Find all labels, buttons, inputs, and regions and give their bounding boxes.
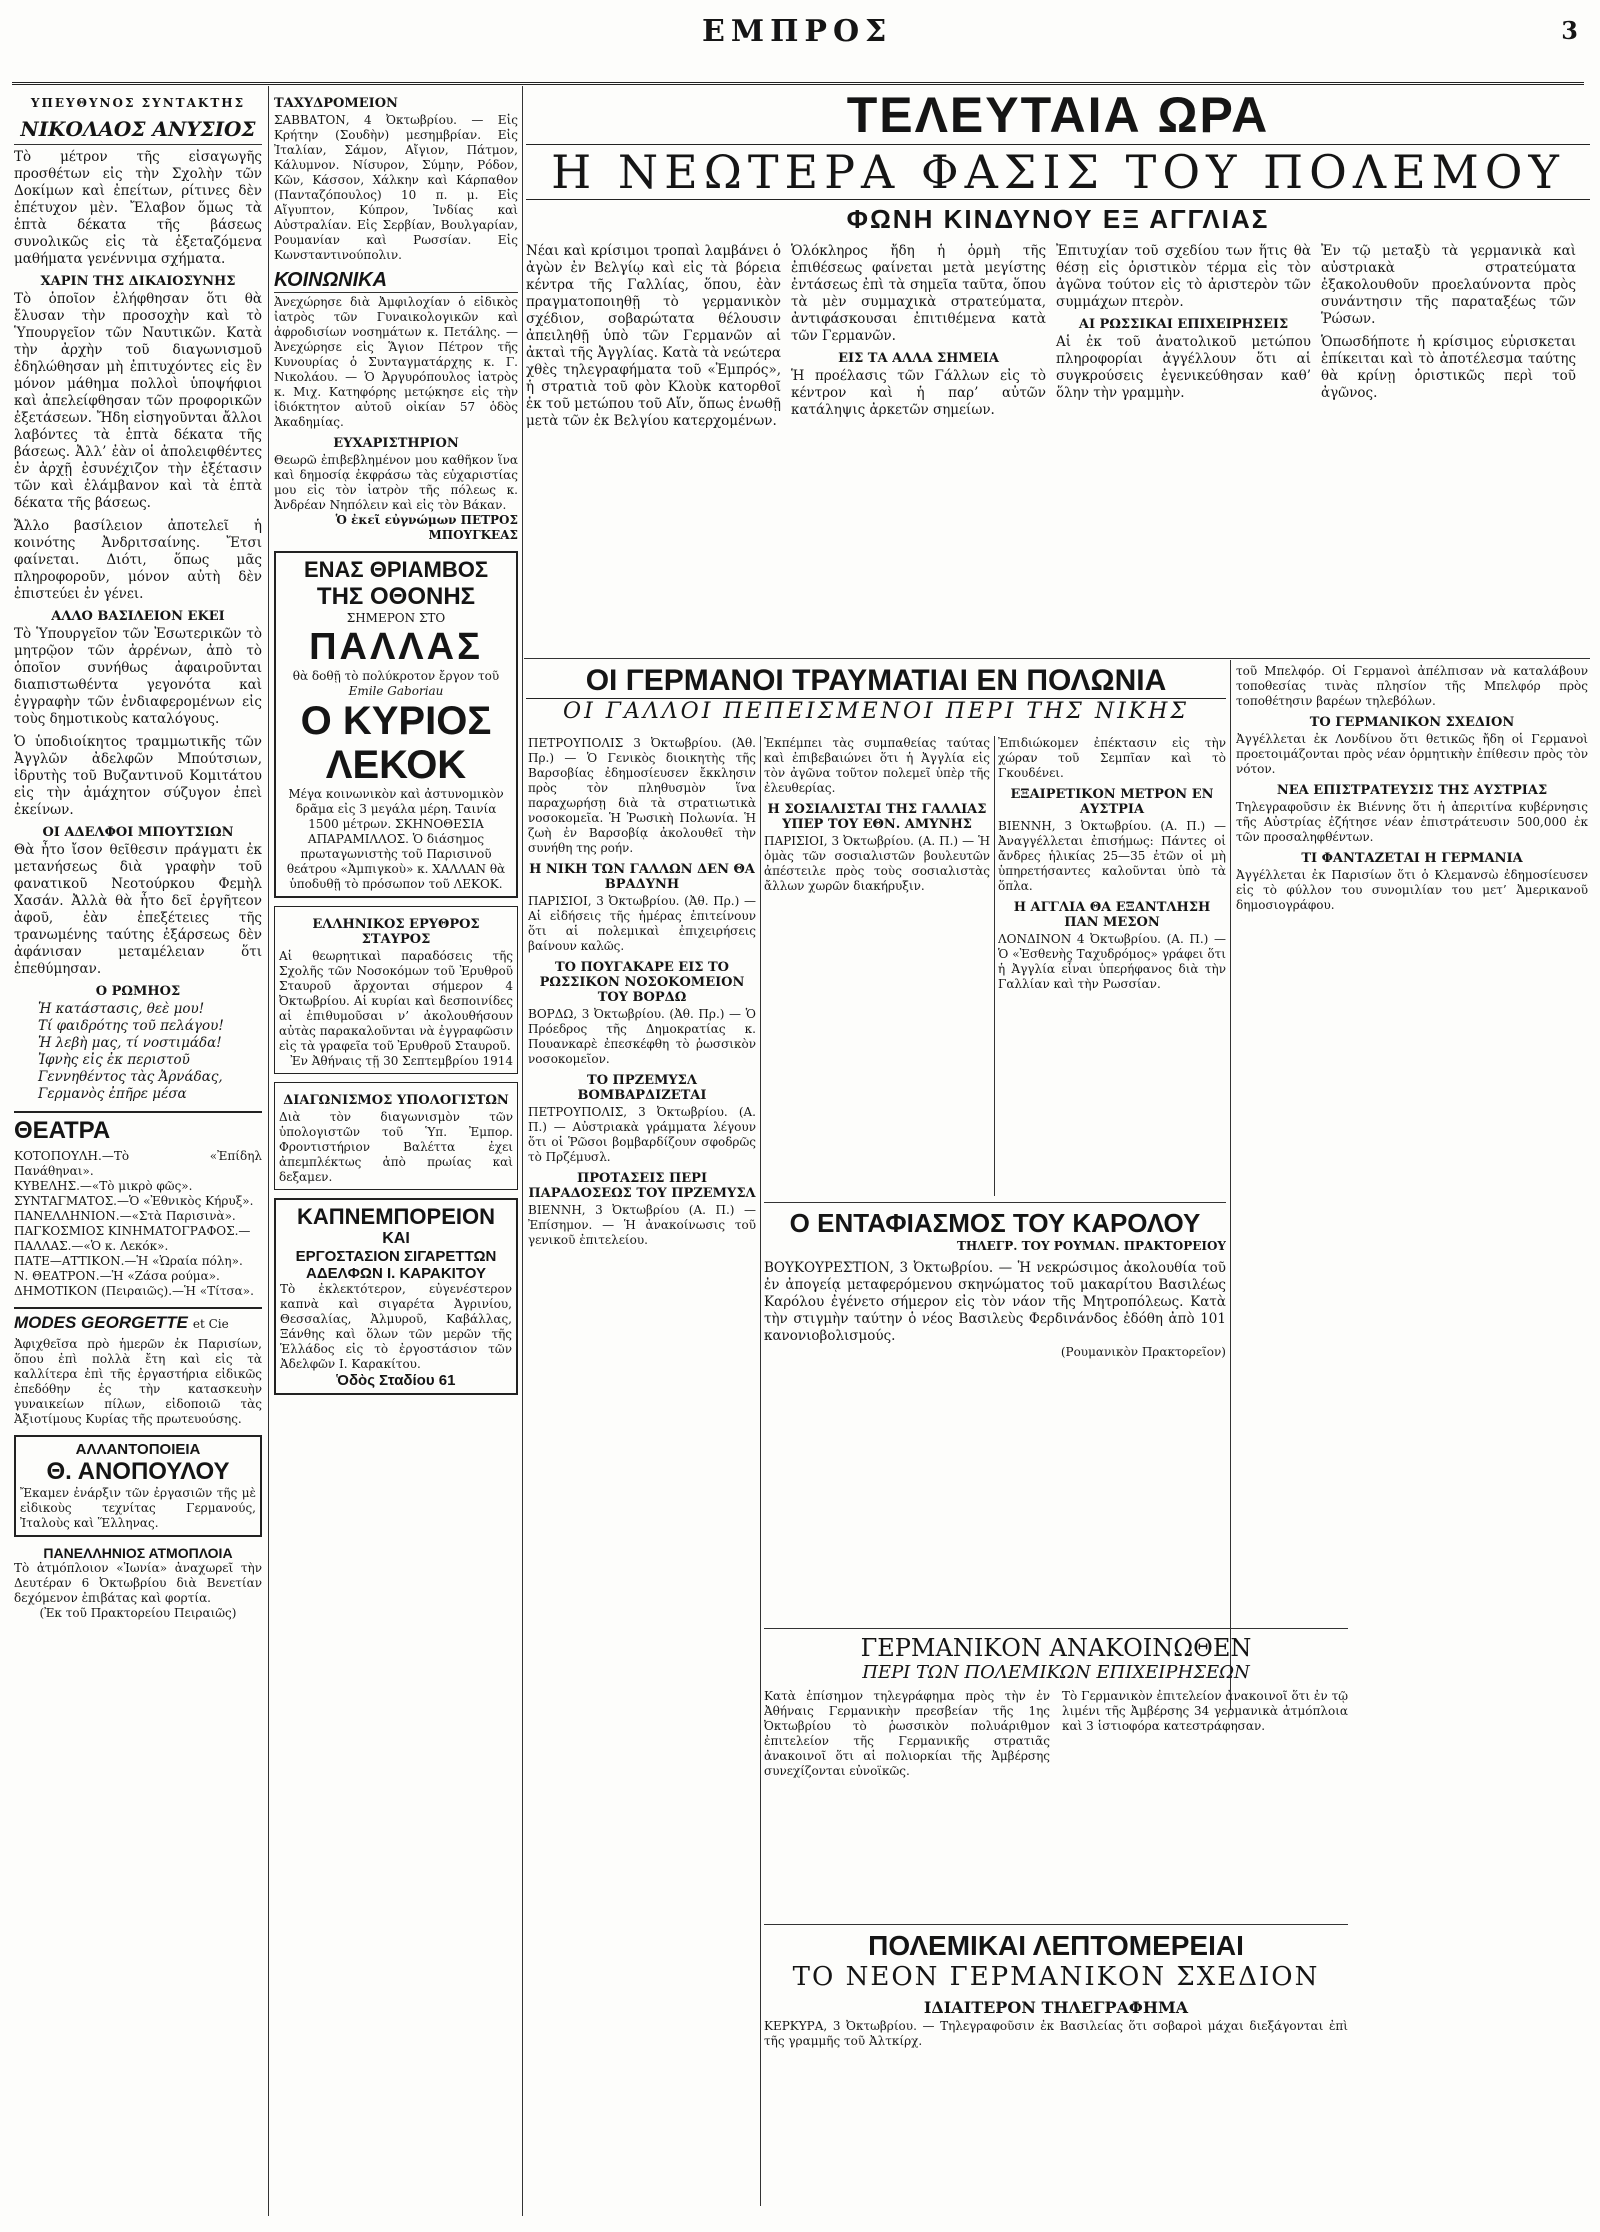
thanks-text: Θεωρῶ ἐπιβεβλημένον μου καθῆκον ἵνα καὶ δημοσίᾳ ἐκφράσω τὰς εὐχαριστίας μου εἰς τὸν ἰατρὸν τῆς πόλεως κ. Ἀνδρέαν Νηπόλειν καὶ εἰς τὸν Βάκαν. (274, 453, 518, 512)
theatre-line: ΣΥΝΤΑΓΜΑΤΟΣ.—Ὁ «Ἐθνικὸς Κήρυξ». (14, 1194, 254, 1208)
social-title: ΚΟΙΝΩΝΙΚΑ (274, 269, 518, 293)
communique-text: Τὸ Γερμανικὸν ἐπιτελείον ἀνακοινοῖ ὅτι ἐν τῷ λιμένι τῆς Ἀμβέρσης 34 γερμανικὰ ἀτμόπλοια καὶ 3 ἱστιοφόρα κατεστράφησαν. (1062, 1689, 1348, 1733)
communique-subtitle: ΠΕΡΙ ΤΩΝ ΠΟΛΕΜΙΚΩΝ ΕΠΙΧΕΙΡΗΣΕΩΝ (862, 1662, 1250, 1683)
modes-ad-text: Ἀφιχθεῖσα πρὸ ἡμερῶν ἐκ Παρισίων, ὅπου ἐπὶ πολλὰ ἔτη καὶ εἰς τὰ καλλίτερα ἐπὶ τῆς ἐργαστήρια εἰδικῶς ἐπεδόθην ἐς τὴν κατασκευὴν γυναικείων πίλων, εἰδοποιῶ τὰς Ἀξιοτίμους Κυρίας τῆς πρωτευούσης. (14, 1337, 262, 1426)
article-heading: ΕΞΑΙΡΕΤΙΚΟΝ ΜΕΤΡΟΝ ΕΝ ΑΥΣΤΡΙΑ (1010, 787, 1214, 817)
second-column (274, 90, 518, 2220)
details-text: ΚΕΡΚΥΡΑ, 3 Ὀκτωβρίου. — Τηλεγραφοῦσιν ἐκ Βασιλείας ὅτι σοβαροὶ μάχαι διεξάγονται ἐπὶ τῆς γραμμῆς τοῦ Ἀλτκίρχ. (764, 2019, 1348, 2048)
article-text: ΠΕΤΡΟΥΠΟΛΙΣ, 3 Ὀκτωβρίου. (Α. Π.) — Αὐστριακὰ γράμματα λέγουν ὅτι οἱ Ῥῶσοι βομβαρδίζουν σφοδρῶς τὸ Πρζέμυσλ. (528, 1105, 756, 1164)
theatre-line: ΠΑΤΕ—ΑΤΤΙΚΟΝ.—Ἡ «Ὡραία πόλη». (14, 1254, 243, 1268)
newspaper-name: ΕΜΠΡΟΣ (702, 14, 893, 49)
poem-line: Ἡ λεβὴ μας, τί νοστιμάδα! (38, 1035, 222, 1051)
details-title: ΠΟΛΕΜΙΚΑΙ ΛΕΠΤΟΜΕΡΕΙΑΙ (868, 1930, 1244, 1961)
article-text: Ἡ προέλασις τῶν Γάλλων εἰς τὸ κέντρον καὶ ἡ παρ’ αὐτῶν κατάληψις ἀρκετῶν σημείων. (791, 368, 1046, 418)
article-text: τοῦ Μπελφόρ. Οἱ Γερμανοὶ ἀπέλπισαν νὰ καταλάβουν τοποθεσίας τινὰς πλησίον τῆς Μπελφόρ πρὸς τοποθέτησιν βαρέων τηλεβόλων. (1236, 664, 1588, 708)
article-heading: ΑΙ ΡΩΣΣΙΚΑΙ ΕΠΙΧΕΙΡΗΣΕΙΣ (1078, 317, 1289, 332)
theatre-line: Ν. ΘΕΑΤΡΟΝ.—Ἡ «Ζάσα ρούμα». (14, 1269, 220, 1283)
funeral-source: ΤΗΛΕΓΡ. ΤΟΥ ΡΟΥΜΑΝ. ΠΡΑΚΤΟΡΕΙΟΥ (957, 1239, 1226, 1253)
communique-title: ΓΕΡΜΑΝΙΚΟΝ ΑΝΑΚΟΙΝΩΘΕΝ (860, 1634, 1252, 1662)
poem-line: Ἰφνὴς εἰς ἐκ περιστοῦ (38, 1052, 190, 1068)
poem-line: Γεννηθέντος τὰς Ἀρνάδας, (38, 1069, 223, 1085)
article-heading: Η ΣΟΣΙΑΛΙΣΤΑΙ ΤΗΣ ΓΑΛΛΙΑΣ ΥΠΕΡ ΤΟΥ ΕΘΝ. ΑΜΥΝΗΣ (767, 802, 987, 832)
steamship-title: ΠΑΝΕΛΛΗΝΙΟΣ ΑΤΜΟΠΛΟΙΑ (43, 1545, 233, 1561)
theatre-listing (14, 1149, 262, 1299)
article-heading: ΤΟ ΠΟΥΓΑΚΑΡΕ ΕΙΣ ΤΟ ΡΩΣΣΙΚΟΝ ΝΟΣΟΚΟΜΕΙΟΝ ΤΟΥ ΒΟΡΔΩ (539, 960, 745, 1005)
post-title: ΤΑΧΥΔΡΟΜΕΙΟΝ (274, 96, 398, 111)
thanks-title: ΕΥΧΑΡΙΣΤΗΡΙΟΝ (333, 436, 459, 451)
theatre-line: ΠΑΛΛΑΣ.—«Ὁ κ. Λεκόκ». (14, 1239, 169, 1253)
article-text: Ἐν τῷ μεταξὺ τὰ γερμανικὰ καὶ αὐστριακὰ στρατεύματα ἐξακολουθοῦν προελαύνοντα πρὸς συνάντησιν τῆς παραταξέως τῶν Ῥώσων. (1321, 243, 1576, 327)
article-text: Ἐπιτυχίαν τοῦ σχεδίου των ἥτις θὰ θέσῃ εἰς ὁριστικὸν τέρμα εἰς τὸν ἀγῶνα τούτον εἰς τὸ ἀριστερὸν τῶν συμμάχων πτερὸν. (1056, 243, 1311, 310)
poland-column-a (528, 736, 756, 2206)
communique-article (764, 1628, 1348, 1918)
war-details-article (764, 1924, 1348, 2214)
poland-column-b (764, 736, 990, 1196)
article-text: ΛΟΝΔΙΝΟΝ 4 Ὀκτωβρίου. (Α. Π.) — Ὁ «Ἐσθενὴς Ταχυδρόμος» γράφει ὅτι ἡ Ἀγγλία εἶναι ὑπερήφανος διὰ τὴν Γαλλίαν καὶ τὴν Ρωσσίαν. (998, 932, 1226, 991)
sausage-ad: ΑΛΛΑΝΤΟΠΟΙΕΙΑ Θ. ΑΝΟΠΟΥΛΟΥ Ἔκαμεν ἐνάρξιν τῶν ἐργασιῶν τῆς μὲ εἰδικοὺς τεχνίτας Γερμανούς, Ἰταλοὺς καὶ Ἕλληνας. (14, 1435, 262, 1537)
cinema-ad: ΕΝΑΣ ΘΡΙΑΜΒΟΣ ΤΗΣ ΟΘΟΝΗΣ ΣΗΜΕΡΟΝ ΣΤΟ ΠΑΛΛΑΣ θὰ δοθῇ τὸ πολύκροτον ἔργον τοῦ Emile Gaboriau Ο ΚΥΡΙΟΣ ΛΕΚΟΚ Μέγα κοινωνικὸν καὶ ἀστυνομικὸν δρᾶμα εἰς 3 μεγάλα μέρη. Ταινία 1500 μέτρων. ΣΚΗΝΟΘΕΣΙΑ ΑΠΑΡΑΜΙΛΛΟΣ. Ὁ διάσημος πρωταγωνιστὴς τοῦ Παρισινοῦ θεάτρου «Ἀμπιγκοὺ» κ. ΧΑΛΛΑΝ θὰ ὑποδυθῇ τὸ πρόσωπον τοῦ ΛΕΚΟΚ. (274, 551, 518, 898)
funeral-title: Ο ΕΝΤΑΦΙΑΣΜΟΣ ΤΟΥ ΚΑΡΟΛΟΥ (789, 1208, 1201, 1238)
article-text: Ὁλόκληρος ἤδη ἡ ὁρμὴ τῆς ἐπιθέσεως φαίνεται μετὰ μεγίστης ἐντάσεως ἐπὶ τὰ σημεῖα ταῦτα, ὅπου τὰ μὲν συμμαχικὰ στρατεύματα, ἀντιφάσκουσαι ἐπιτιθέμενα κατὰ τῶν Γερμανῶν. (791, 243, 1046, 344)
article-heading: ΝΕΑ ΕΠΙΣΤΡΑΤΕΥΣΙΣ ΤΗΣ ΑΥΣΤΡΙΑΣ (1276, 783, 1548, 798)
article-text: Ἀγγέλλεται ἐκ Παρισίων ὅτι ὁ Κλεμανσὼ ἐδημοσίευσεν εἰς τὸ φύλλον του συνομιλίαν του μετ’ Ἀμερικανοῦ δημοσιογράφου. (1236, 868, 1588, 912)
poem (14, 1001, 262, 1103)
article-text: Τὸ ὁποῖον ἐλήφθησαν ὅτι θὰ ἔλυσαν τὴν προσοχὴν καὶ τὸ Ὑπουργεῖον τῶν Ναυτικῶν. Κατὰ τὴν ἀρχὴν τοῦ διαγωνισμοῦ ἐδηλώθησαν μὴ ἐπιτυχόντες εἰς ἓν μόνον μάθημα πολλοὶ ὑποψήφιοι καὶ ἀπελείφθησαν τῶν προφορικῶν ἐξετάσεων. Ἤδη εἰσηγοῦνται ἄλλοι λαβόντες τὰ ἑπτὰ δέκατα τῆς βάσεως. Ἀλλ’ ἐὰν οἱ ἀπολειφθέντες ἐν ἀρχῇ ἐσυνέχιζον τὴν ἐξέτασιν τῶν καὶ ἐλάμβανον καὶ τὰ ἑπτὰ δέκατα τῆς βάσεως. (14, 291, 262, 511)
social-text: Ἀνεχώρησε διὰ Ἀμφιλοχίαν ὁ εἰδικὸς ἰατρὸς τῶν Γυναικολογικῶν καὶ ἀφροδισίων νοσημάτων κ. Πετάλης. — Ἀνεχώρησε εἰς Ἅγιον Πέτρον τῆς Κυνουρίας ὁ Συνταγματάρχης κ. Γ. Νικολάου. — Ὁ Ἀργυρόπουλος ἰατρὸς κ. Μιχ. Κατηφόρης μετῴκησε εἰς τὴν ἰδιόκτητον αὐτοῦ οἰκίαν 57 ὁδὸς Ἀκαδημίας. (274, 295, 518, 429)
details-subtitle: ΤΟ ΝΕΟΝ ΓΕΡΜΑΝΙΚΟΝ ΣΧΕΔΙΟΝ (792, 1962, 1320, 1992)
poland-subtitle: ΟΙ ΓΑΛΛΟΙ ΠΕΠΕΙΣΜΕΝΟΙ ΠΕΡΙ ΤΗΣ ΝΙΚΗΣ (563, 699, 1189, 724)
post-text: ΣΑΒΒΑΤΟΝ, 4 Ὀκτωβρίου. — Εἰς Κρήτην (Σουδὴν) μεσημβρίαν. Εἰς Ἰταλίαν, Σάμον, Αἴγιον, Πάτμον, Κάλυμνον. Νίσυρον, Σύμην, Ρόδον, Κῶν, Κάσσον, Χάλκην καὶ Κάρπαθον (Πανταζόπουλος) 10 π. μ. Εἰς Αἴγυπτον, Κύπρον, Ἰνδίας καὶ Αὐστραλίαν. Εἰς Σερβίαν, Βουλγαρίαν, Ρουμανίαν καὶ Ρωσσίαν. Εἰς Κωνσταντινούπολιν. (274, 113, 518, 262)
article-text: Ἐκπέμπει τὰς συμπαθείας ταύτας καὶ ἐπιβεβαιώνει ὅτι ἡ Ἀγγλία εἰς τὸν ἀγῶνα τοῦτον πολεμεῖ ὑπὲρ τῆς ἐλευθερίας. (764, 736, 990, 795)
theatre-line: ΠΑΓΚΟΣΜΙΟΣ ΚΙΝΗΜΑΤΟΓΡΑΦΟΣ.— (14, 1224, 251, 1238)
theatre-line: ΚΥΒΕΛΗΣ.—«Τὸ μικρὸ φῶς». (14, 1179, 193, 1193)
masthead (12, 8, 1584, 85)
poland-title-block (526, 664, 1226, 730)
editor-name: ΝΙΚΟΛΑΟΣ ΑΝΥΣΙΟΣ (14, 117, 262, 145)
headline-sub: ΦΩΝΗ ΚΙΝΔΥΝΟΥ ΕΞ ΑΓΓΛΙΑΣ (846, 204, 1270, 234)
poem-line: Γερμανὸς ἐπῆρε μέσα (38, 1086, 187, 1102)
steamship-footer: (Ἐκ τοῦ Πρακτορείου Πειραιῶς) (39, 1606, 237, 1620)
redcross-notice: ΕΛΛΗΝΙΚΟΣ ΕΡΥΘΡΟΣ ΣΤΑΥΡΟΣ Αἱ θεωρητικαὶ παραδόσεις τῆς Σχολῆς τῶν Νοσοκόμων τοῦ Ἐρυθροῦ Σταυροῦ ἄρχονται σήμερον 4 Ὀκτωβρίου. Αἱ κυρίαι καὶ δεσποινίδες αἱ ἐπιθυμοῦσαι ν’ ἀκολουθήσουν αὐτὰς παρακαλοῦνται νὰ ἐγγραφῶσιν εἰς τὰ γραφεῖα τοῦ Ἐρυθροῦ Σταυροῦ. Ἐν Ἀθήναις τῇ 30 Σεπτεμβρίου 1914 (274, 906, 518, 1074)
article-text: Θὰ ἦτο ἴσον θεῖθεσιν πράγματι ἐκ μετανήσεως διὰ γραφὴν τοῦ φανατικοῦ Νεοτούρκου Φεμὴλ Χασάν. Ἀλλὰ θὰ ἦτο δεῖ ἐργῆτεον ἀφοῦ, ἐὰν ἐπεξέτειες τῆς τρανωμένης ταύτης ἐξάρσεως δὲν ἀφάνισαν μεταμέλειαν ὅτι ἐπεθύμησαν. (14, 842, 262, 977)
headline-kicker: ΤΕΛΕΥΤΑΙΑ ΩΡΑ (846, 87, 1270, 143)
article-text: Τηλεγραφοῦσιν ἐκ Βιέννης ὅτι ἡ ἀπεριτίνα κυβέρνησις τῆς Αὐστρίας ἐζήτησε νέαν ἐπιστράτευσιν 500,000 ἐκ τῶν προσαληφθέντων. (1236, 800, 1588, 844)
article-text: Ὁπωσδήποτε ἡ κρίσιμος εὑρισκεται ἐπίκειται καὶ τὸ ἀποτέλεσμα ταύτης θὰ κρίνῃ ὁριστικῶς περὶ τοῦ ἀγῶνος. (1321, 334, 1576, 401)
poem-line: Τί φαιδρότης τοῦ πελάγου! (38, 1018, 224, 1034)
article-heading: Η ΑΓΓΛΙΑ ΘΑ ΕΞΑΝΤΛΗΣΗ ΠΑΝ ΜΕΣΟΝ (1013, 900, 1211, 930)
article-heading: ΟΙ ΑΔΕΛΦΟΙ ΜΠΟΥΤΣΙΩΝ (42, 825, 234, 840)
article-text: Νέαι καὶ κρίσιμοι τροπαὶ λαμβάνει ὁ ἀγὼν ἐν Βελγίῳ καὶ εἰς τὰ βόρεια κέντρα τῆς Γαλλίας, ὅπου, ἐὰν πραγματοποιηθῇ τὸ γερμανικὸν σχέδιον, σοβαρώτατα θέλουσιν ἀπειληθῇ ὑπὸ τῶν Γερμανῶν αἱ ἀκταὶ τῆς Ἀγγλίας. Κατὰ τὰ νεώτερα χθὲς τηλεγραφήματα τοῦ «Ἐμπρός», ἡ στρατιὰ τοῦ φὸν Κλοὺκ κατορθοῖ ἐκ τοῦ μετώπου τοῦ Αἴν, ὅπως ἑνωθῇ μετὰ τῶν ἐκ Βελγίου κατερχομένων. (526, 243, 781, 429)
headline-main: Η ΝΕΩΤΕΡΑ ΦΑΣΙΣ ΤΟΥ ΠΟΛΕΜΟΥ (526, 144, 1590, 200)
article-text: ΠΑΡΙΣΙΟΙ, 3 Ὀκτωβρίου. (Ἀθ. Πρ.) — Αἱ εἰδήσεις τῆς ἡμέρας ἐπιτείνουν ὅτι αἱ πολεμικαὶ ἐπιχειρήσεις βαίνουν καλῶς. (528, 894, 756, 953)
article-heading: ΧΑΡΙΝ ΤΗΣ ΔΙΚΑΙΟΣΥΝΗΣ (40, 274, 236, 289)
article-text: ΒΙΕΝΝΗ, 3 Ὀκτωβρίου. (Α. Π.) — Ἀναγγέλλεται ἐπισήμως: Πάντες οἱ ἄνδρες ἡλικίας 25—35 ἐτῶν οἱ μὴ ὑπηρετήσαντες καλοῦνται ὑπὸ τὰ ὅπλα. (998, 819, 1226, 893)
article-heading: ΕΙΣ ΤΑ ΑΛΛΑ ΣΗΜΕΙΑ (838, 351, 999, 366)
tobacco-ad: ΚΑΠΝΕΜΠΟΡΕΙΟΝ ΚΑΙ ΕΡΓΟΣΤΑΣΙΟΝ ΣΙΓΑΡΕΤΤΩΝ ΑΔΕΛΦΩΝ Ι. ΚΑΡΑΚΙΤΟΥ Τὸ ἐκλεκτότερον, εὐγενέστερον καπνὰ καὶ σιγαρέτα Ἀγρινίου, Θεσσαλίας, Ἀλμυροῦ, Καβάλλας, Ξάνθης καὶ ὅλων τῶν μερῶν τῆς Ἑλλάδος εἰς τὸ ἐργοστάσιον τῶν Ἀδελφῶν Ι. Καρακίτου. Ὁδὸς Σταδίου 61 (274, 1198, 518, 1395)
article-heading: ΑΛΛΟ ΒΑΣΙΛΕΙΟΝ ΕΚΕΙ (51, 609, 225, 624)
funeral-text: ΒΟΥΚΟΥΡΕΣΤΙΟΝ, 3 Ὀκτωβρίου. — Ἡ νεκρώσιμος ἀκολουθία τοῦ ἐν ἀπογείᾳ μεταφερόμενου σκηνώματος τοῦ μακαρίτου Βασιλέως Καρόλου ἐγένετο σήμερον εἰς τὸν νάον τῆς Μητροπόλεως. Κατὰ τὴν στιγμὴν ταύτην ὁ νέος Βασιλεὺς Φερδινάνδος ἐδόθη ἀπὸ 101 κανονιοβολισμούς. (764, 1260, 1226, 1344)
left-column (14, 90, 262, 2220)
article-text: ΒΟΡΔΩ, 3 Ὀκτωβρίου. (Ἀθ. Πρ.) — Ὁ Πρόεδρος τῆς Δημοκρατίας κ. Πουανκαρὲ ἐπεσκέφθη τὸ ῥωσσικὸν νοσοκομεῖον. (528, 1007, 756, 1066)
poland-title: ΟΙ ΓΕΡΜΑΝΟΙ ΤΡΑΥΜΑΤΙΑΙ ΕΝ ΠΟΛΩΝΙΑ (526, 664, 1226, 699)
theatre-line: ΚΟΤΟΠΟΥΛΗ.—Τὸ «Ἐπίδηλ Πανάθηναι». (14, 1149, 262, 1178)
theatre-line: ΠΑΝΕΛΛΗΝΙΟΝ.—«Στὰ Παρισινὰ». (14, 1209, 236, 1223)
poem-line: Ἡ κατάστασις, θεὲ μου! (38, 1001, 205, 1017)
funeral-footer: (Ρουμανικὸν Πρακτορεῖον) (1060, 1345, 1226, 1359)
page-number: 3 (1561, 16, 1578, 45)
article-text: Ἄλλο βασίλειον ἀποτελεῖ ἡ κοινότης Ἀνδριτσαίνης. Ἔτσι φαίνεται. Διότι, ὅπως μᾶς πληροφοροῦν, μόνον αὐτὴ δὲν ἐπιστεύει ἐν γένει. (14, 518, 262, 602)
article-text: Αἱ ἐκ τοῦ ἀνατολικοῦ μετώπου πληροφορίαι ἀγγέλλουν ὅτι αἱ συγκρούσεις ἐγενικεύθησαν καθ’ ὅλην τὴν γραμμὴν. (1056, 334, 1311, 401)
main-headline-block (526, 86, 1590, 656)
article-text: Ὁ ὑποδιοίκητος τραμμωτικῆς τῶν Ἀγγλῶν ἀδελφῶν Μπούτσιων, ἰδρυτὴς τοῦ Βυζαντινοῦ Κομιτάτου εἰς τὴν ἀμάχητον σύζυγον ἐπεὶ ἐκείνων. (14, 734, 262, 818)
article-heading: ΠΡΟΤΑΣΕΙΣ ΠΕΡΙ ΠΑΡΑΔΟΣΕΩΣ ΤΟΥ ΠΡΖΕΜΥΣΛ (528, 1171, 756, 1201)
article-heading: ΤΙ ΦΑΝΤΑΖΕΤΑΙ Η ΓΕΡΜΑΝΙΑ (1301, 851, 1523, 866)
article-text: ΠΕΤΡΟΥΠΟΛΙΣ 3 Ὀκτωβρίου. (Ἀθ. Πρ.) — Ὁ Γενικὸς διοικητὴς τῆς Βαρσοβίας ἐδημοσίευσεν ἔκκλησιν πρὸς τὸν πληθυσμὸν ἵνα παραχωρήσῃ διὰ τὰ στρατιωτικὰ νοσοκομεῖα. Ἡ Ῥωσικὴ Πολωνία. Ἡ ζωὴ ἐν Βαρσοβίᾳ ἀκολουθεῖ τὴν συνήθη της ροήν. (528, 736, 756, 855)
modes-ad-title: MODES GEORGETTE et Cie (14, 1313, 229, 1332)
theatre-title: ΘΕΑΤΡΑ (14, 1117, 111, 1144)
funeral-article (764, 1202, 1226, 1622)
editor-label: ΥΠΕΥΘΥΝΟΣ ΣΥΝΤΑΚΤΗΣ (30, 96, 246, 110)
article-text: Τὸ μέτρον τῆς εἰσαγωγῆς προσθέτων εἰς τὴν Σχολὴν τῶν Δοκίμων καὶ ἐπείτων, ρίτινες δὲν ἐπέτυχον μὲν. Ἔλαβον ὅμως τὰ ἑπτὰ δέκατα τῆς βάσεως συνολικῶς εἰς τὰ ἐξεταζόμενα μαθήματα γενέννιμα σχήματα. (14, 149, 262, 267)
article-heading: Ο ΡΩΜΗΟΣ (95, 984, 181, 999)
article-heading: ΤΟ ΓΕΡΜΑΝΙΚΟΝ ΣΧΕΔΙΟΝ (1309, 715, 1515, 730)
article-text: Ἐπιδιώκομεν ἐπέκτασιν εἰς τὴν χώραν τοῦ Σεμπῖαν καὶ τὸ Γκουδένει. (998, 736, 1226, 780)
article-text: Ἀγγέλλεται ἐκ Λονδίνου ὅτι θετικῶς ἤδη οἱ Γερμανοὶ προετοιμάζονται πρὸς νέαν ὁρμητικὴν ἐπίθεσιν πρὸς τὸν νότον. (1236, 732, 1588, 776)
theatre-line: ΔΗΜΟΤΙΚΟΝ (Πειραιῶς).—Ἡ «Τίτσα». (14, 1284, 254, 1298)
details-kicker: ΙΔΙΑΙΤΕΡΟΝ ΤΗΛΕΓΡΑΦΗΜΑ (923, 1998, 1189, 2017)
communique-text: Κατὰ ἐπίσημον τηλεγράφημα πρὸς τὴν ἐν Ἀθήναις Γερμανικὴν πρεσβείαν τῆς 1ης Ὀκτωβρίου τὸ ῥωσσικὸν πολυάριθμον ἐπιτελείον τῆς Γερμανικῆς στρατιᾶς ἀνακοινοῖ ὅτι αἱ πολιορκίαι τῆς Ἀμβέρσης συνεχίζονται εὐνοϊκῶς. (764, 1689, 1050, 1778)
thanks-signature: Ὁ ἐκεῖ εὐγνώμων ΠΕΤΡΟΣ ΜΠΟΥΓΚΕΑΣ (335, 513, 518, 542)
steamship-text: Τὸ ἀτμόπλοιον «Ἰωνία» ἀναχωρεῖ τὴν Δευτέραν 6 Ὀκτωβρίου διὰ Βενετίαν δεχόμενον ἐπιβάτας καὶ φορτία. (14, 1561, 262, 1605)
article-text: Τὸ Ὑπουργεῖον τῶν Ἐσωτερικῶν τὸ μητρῷον τῶν ἀρρένων, ἀπὸ τὸ ὁποῖον συνήθως ἀφαιροῦνται διαπιστωθέντα γεγονότα καὶ ἐγγραφὴν τῶν ἐνδιαφερομένων εἰς τοὺς δημοτικοὺς καταλόγους. (14, 626, 262, 727)
contest-notice: ΔΙΑΓΩΝΙΣΜΟΣ ΥΠΟΛΟΓΙΣΤΩΝ Διὰ τὸν διαγωνισμὸν τῶν ὑπολογιστῶν τοῦ Ὑπ. Ἐμπορ. Φροντιστήριον Βαλέττα ἐχει ἀπεμπλέκτως ἀπὸ πρωίας καὶ δεξαμεν. (274, 1082, 518, 1190)
article-heading: ΤΟ ΠΡΖΕΜΥΣΛ ΒΟΜΒΑΡΔΙΖΕΤΑΙ (577, 1073, 707, 1103)
article-text: ΒΙΕΝΝΗ, 3 Ὀκτωβρίου (Α. Π.) — Ἐπίσημον. — Ἡ ἀνακοίνωσις τοῦ γενικοῦ ἐπιτελείου. (528, 1203, 756, 1247)
article-text: ΠΑΡΙΣΙΟΙ, 3 Ὀκτωβρίου. (Α. Π.) — Ἡ ὁμὰς τῶν σοσιαλιστῶν βουλευτῶν ἀπέστειλε πρὸς τοὺς σοσιαλιστὰς ἄλλων χωρῶν διακήρυξιν. (764, 834, 990, 893)
article-heading: Η ΝΙΚΗ ΤΩΝ ΓΑΛΛΩΝ ΔΕΝ ΘΑ ΒΡΑΔΥΝΗ (529, 862, 755, 892)
poland-column-c (998, 736, 1226, 1196)
